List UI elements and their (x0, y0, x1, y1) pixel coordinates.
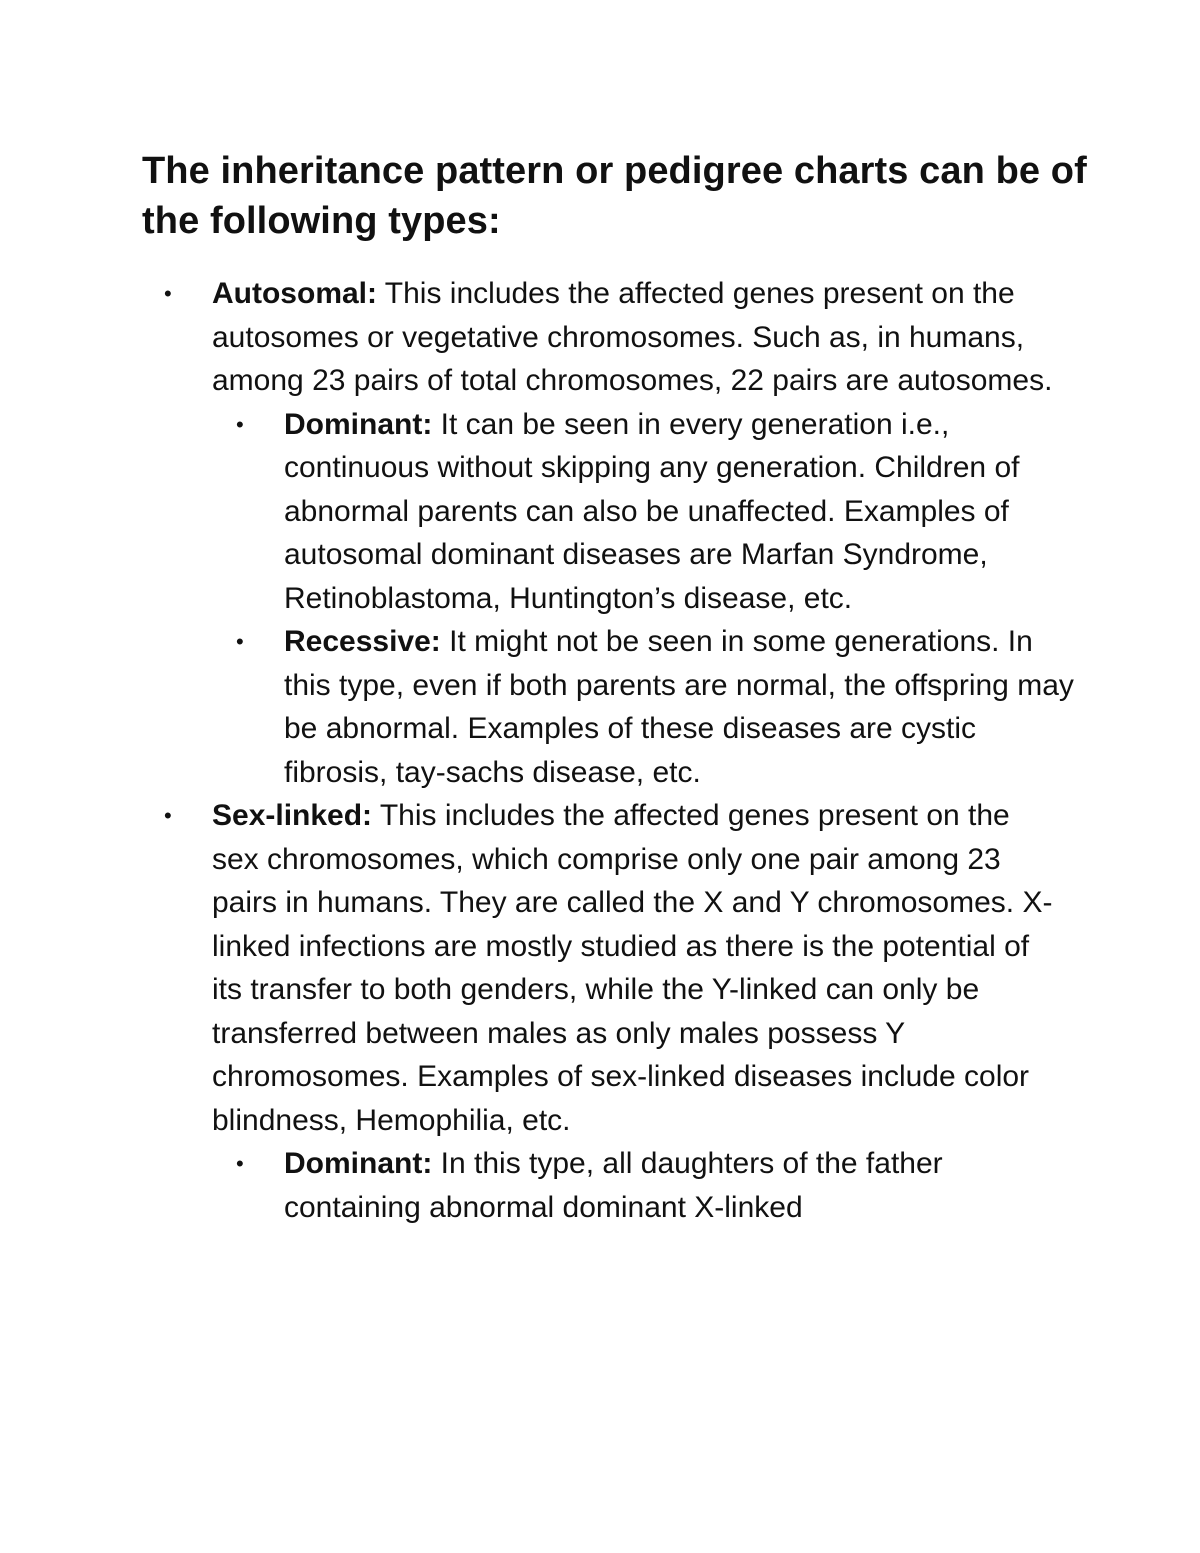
bullet-icon: • (164, 281, 172, 306)
bullet-icon: • (236, 1151, 244, 1176)
bullet-icon: • (236, 629, 244, 654)
description-autosomal-recessive: It might not be seen in some generations. In this type, even if both parents are normal, the offspring may be abnormal. Examples of these diseases are cystic fibrosis, tay-sachs disease, etc. (284, 625, 1074, 789)
description-sex-linked: This includes the affected genes present on the sex chromosomes, which comprise only one pair among 23 pairs in humans. They are called the X and Y chromosomes. X-linked infections are mostly studied as there is the potential of its transfer to both genders, while the Y-linked can only be transferred between males as only males possess Y chromosomes. Examples of sex-linked diseases include color blindness, Hemophilia, etc. (212, 799, 1053, 1137)
term-autosomal: Autosomal: (212, 277, 377, 310)
description-sex-linked-dominant: In this type, all daughters of the father containing abnormal dominant X-linked (284, 1147, 943, 1224)
term-sex-linked-dominant: Dominant: (284, 1147, 433, 1180)
list-item-sex-linked (164, 794, 1062, 1142)
types-list (0, 272, 1200, 1229)
list-item-sex-linked-dominant (236, 1142, 1074, 1229)
list-item-autosomal-recessive (236, 620, 1074, 794)
description-autosomal: This includes the affected genes present on the autosomes or vegetative chromosomes. Such as, in humans, among 23 pairs of total chromosomes, 22 pairs are autosomes. (212, 277, 1053, 397)
list-item-autosomal-dominant (236, 403, 1074, 621)
description-autosomal-dominant: It can be seen in every generation i.e., continuous without skipping any generation. Children of abnormal parents can also be unaffected. Examples of autosomal dominant diseases are Marfan Syndrome, Retinoblastoma, Huntington’s disease, etc. (284, 407, 1020, 615)
page-title: The inheritance pattern or pedigree charts can be of the following types: (142, 150, 1087, 242)
bullet-icon: • (164, 803, 172, 828)
term-autosomal-dominant: Dominant: (284, 407, 433, 441)
term-autosomal-recessive: Recessive: (284, 625, 441, 658)
list-item-autosomal (164, 272, 1062, 403)
term-sex-linked: Sex-linked: (212, 799, 373, 832)
bullet-icon: • (236, 411, 244, 437)
